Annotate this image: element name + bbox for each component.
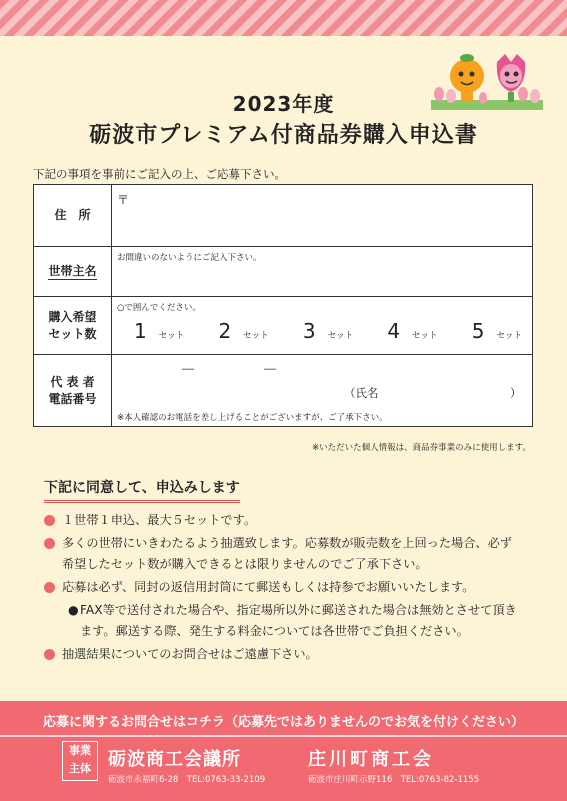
org-name-tonami: 砺波商工会議所 [108, 749, 241, 770]
list-item: 抽選結果についてのお問合せはご遠慮下さい。 [44, 644, 544, 665]
phone-row [34, 355, 533, 427]
bullet-dot-icon [44, 538, 55, 549]
name-close-paren: ） [510, 386, 522, 400]
address-row [34, 185, 533, 247]
postal-mark: 〒 [117, 193, 130, 207]
list-item: １世帯１申込、最大５セットです。 [44, 510, 544, 531]
household-label: 世帯主名 [34, 247, 112, 297]
application-form-table [33, 184, 533, 427]
list-item: 応募は必ず、同封の返信用封筒にて郵送もしくは持参でお願いいたします。 [44, 577, 544, 598]
list-item: 多くの世帯にいきわたるよう抽選致します。応募数が販売数を上回った場合、必ず [44, 533, 544, 554]
agreement-heading: 下記に同意して、申込みします [44, 477, 240, 503]
top-stripe-border [0, 0, 567, 36]
set-option-3[interactable]: 3 セット [302, 319, 354, 343]
agreement-list [44, 510, 544, 665]
footer-inquiry-text: 応募に関するお問合せはコチラ（応募先ではありませんのでお気を付けください） [42, 715, 524, 730]
address-label: 住 所 [34, 185, 112, 247]
sets-note: ○で囲んでください。 [117, 303, 201, 313]
footer [0, 701, 567, 801]
set-option-4[interactable]: 4 セット [387, 319, 438, 343]
list-item-continuation: 希望したセット数が購入できるとは限りませんのでご了承下さい。 [62, 557, 428, 571]
phone-label: 代 表 者 電話番号 [34, 355, 112, 427]
household-note: お間違いのないようにご記入下さい。 [117, 253, 262, 263]
set-option-2[interactable]: 2 セット [218, 319, 269, 343]
household-name-field[interactable] [112, 247, 533, 297]
sub-list-item-continuation: ます。郵送する際、発生する料金については各世帯でご負担ください。 [80, 624, 469, 638]
bullet-dot-icon [44, 649, 55, 660]
organizer-badge: 事業 主体 [62, 741, 98, 781]
title-year: 2023年度 [232, 92, 335, 116]
footer-divider [0, 735, 567, 737]
org-address-shogawa: 砺波市庄川町示野116 TEL:0763-82-1155 [308, 775, 480, 785]
phone-confirm-note: ※本人確認のお電話を差し上げることがございますが、ご了承下さい。 [117, 413, 388, 423]
black-bullet-icon: ● [68, 603, 79, 617]
sets-row [34, 297, 533, 355]
sets-label: 購入希望 セット数 [34, 297, 112, 355]
org-address-tonami: 砺波市永福町6-28 TEL:0763-33-2109 [108, 775, 266, 785]
set-option-1[interactable]: 1 セット [134, 319, 185, 343]
intro-text: 下記の事項を事前にご記入の上、ご応募下さい。 [33, 167, 286, 181]
bullet-dot-icon [44, 515, 55, 526]
page-title: 砺波市プレミアム付商品券購入申込書 [89, 123, 478, 148]
bullet-dot-icon [44, 582, 55, 593]
household-row [34, 247, 533, 297]
sets-field [112, 297, 533, 355]
sub-list-item: ● FAX等で送付された場合や、指定場所以外に郵送された場合は無効とさせて頂き [44, 600, 544, 621]
set-option-5[interactable]: 5 セット [471, 319, 522, 343]
privacy-note: ※いただいた個人情報は、商品券事業のみに使用します。 [312, 443, 531, 453]
phone-dash-2: － [262, 360, 279, 379]
phone-dash-1: － [180, 360, 197, 379]
org-name-shogawa: 庄川町商工会 [308, 749, 434, 770]
phone-field[interactable] [112, 355, 533, 427]
address-field[interactable] [112, 185, 533, 247]
sets-options [134, 319, 522, 343]
name-open-label: （氏名 [344, 386, 379, 400]
